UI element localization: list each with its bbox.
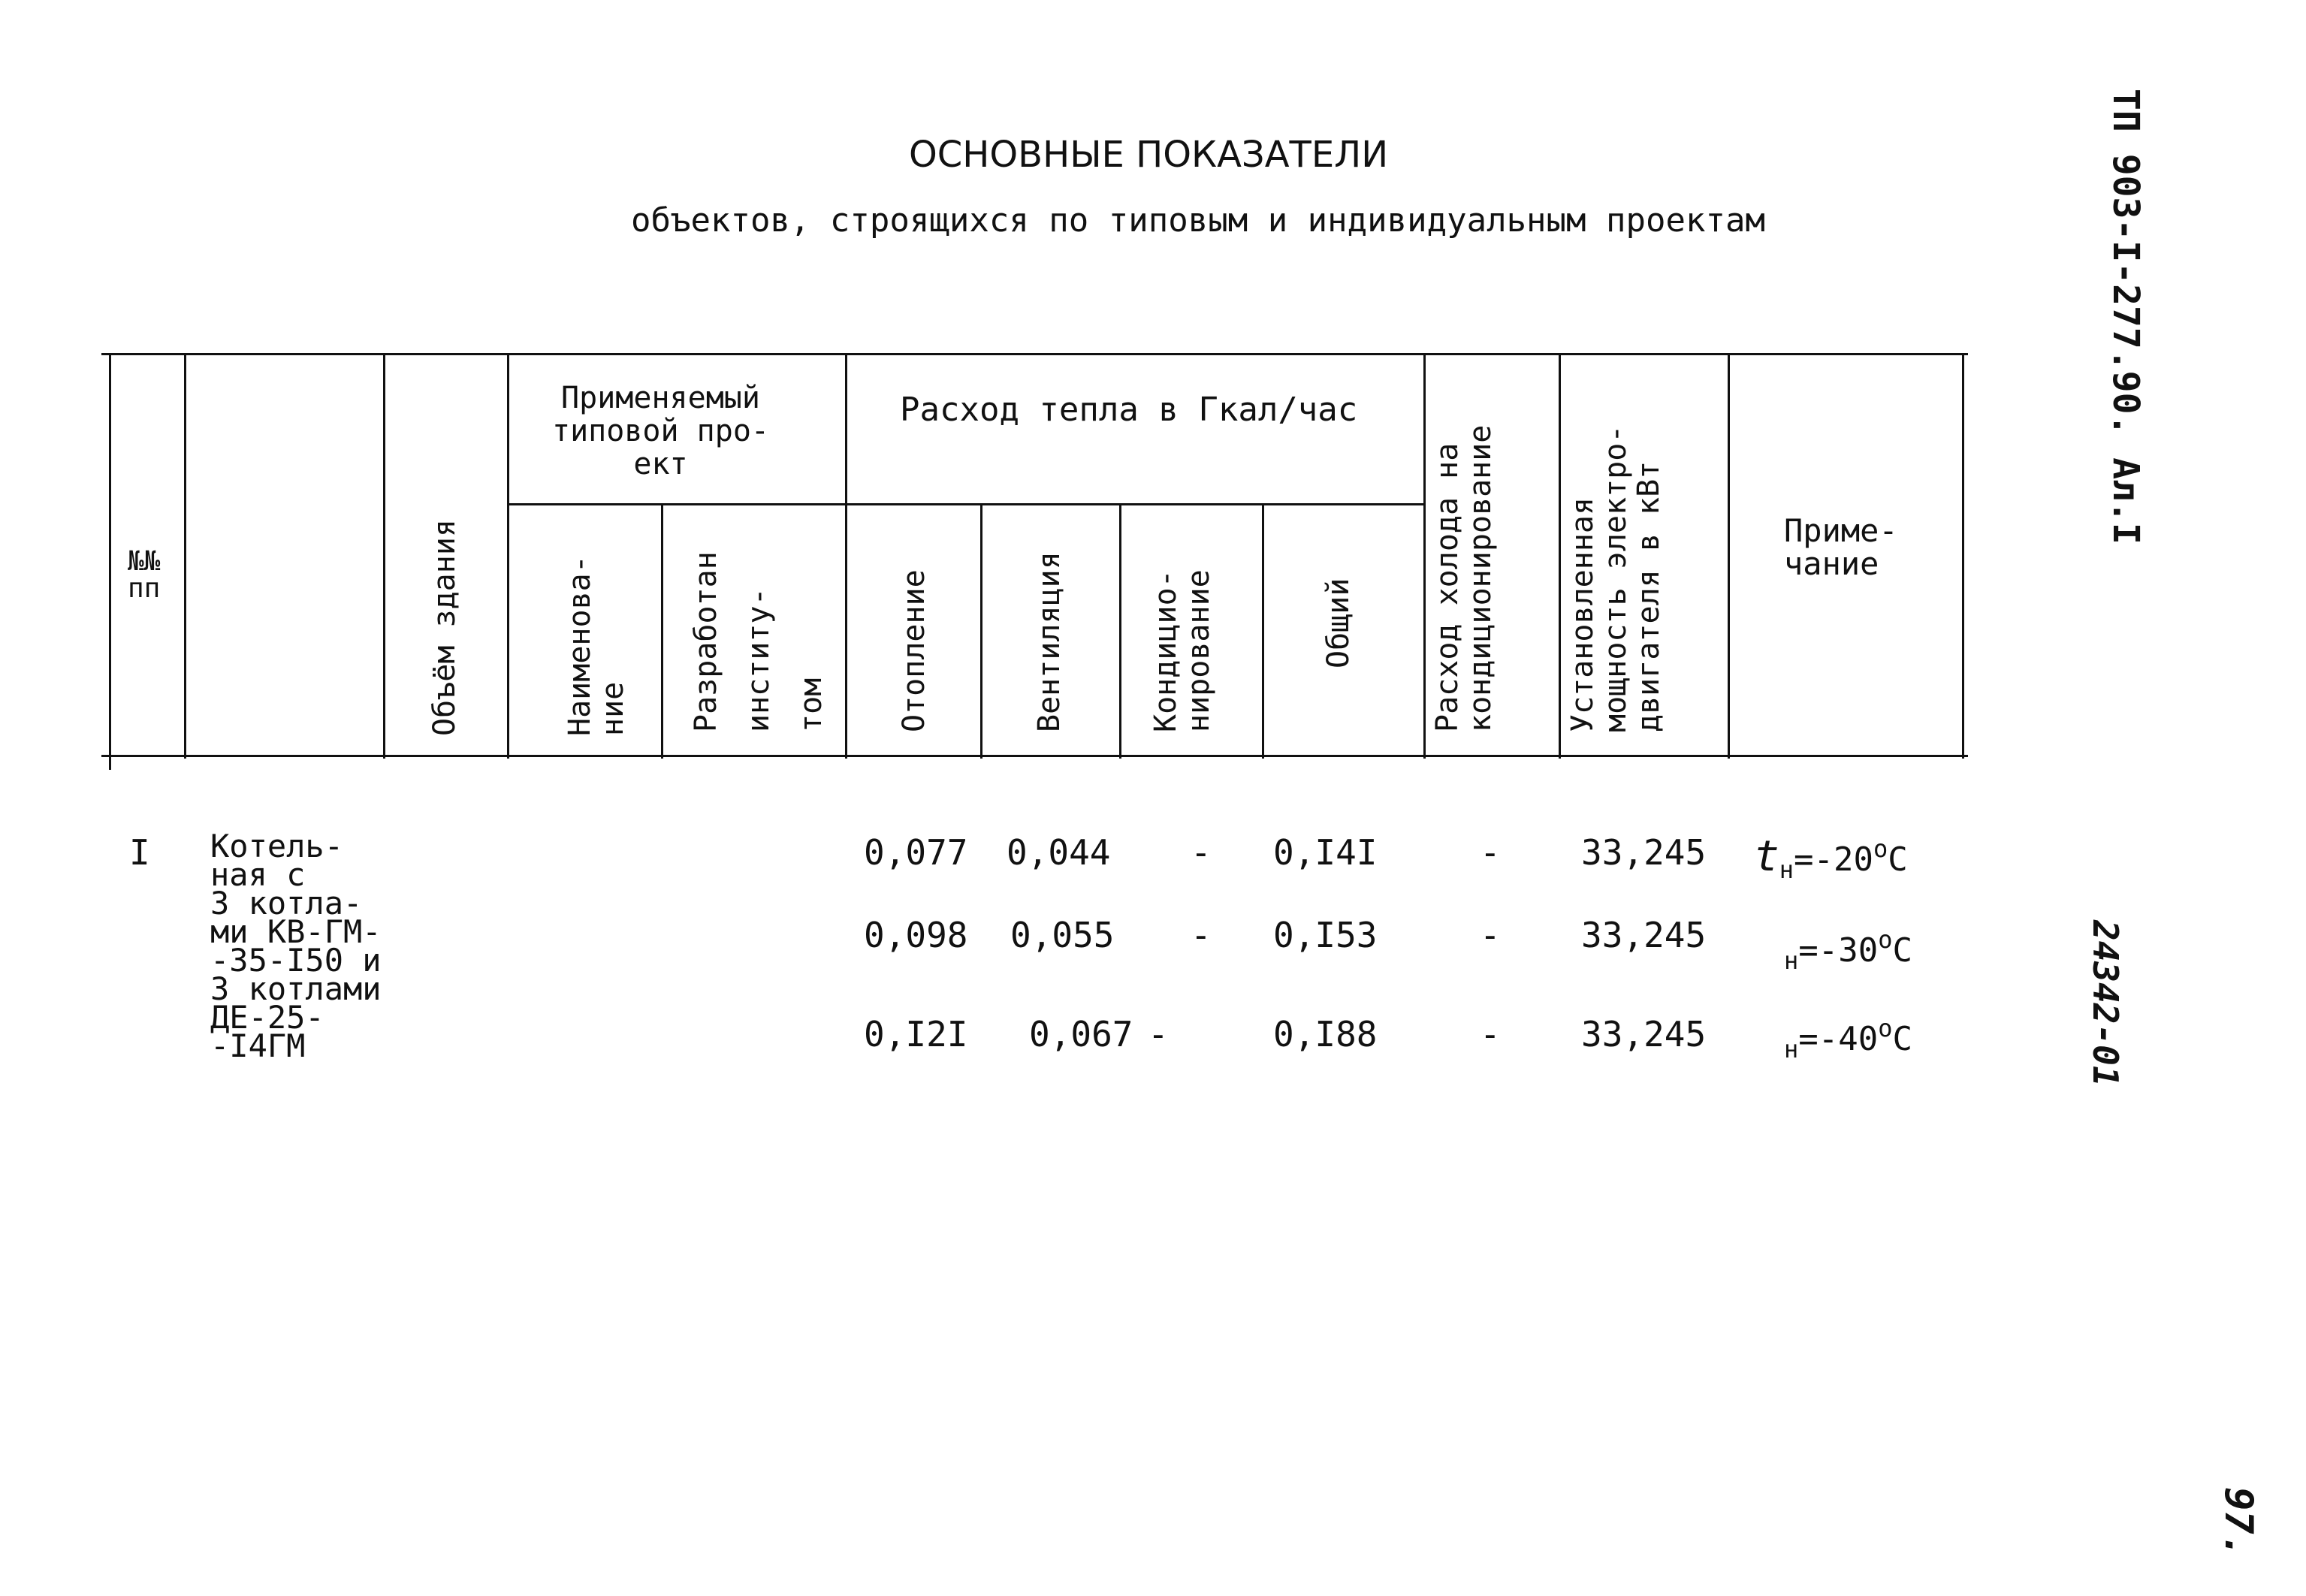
header-power: Установленная мощность электро- двигателя в кВт	[1565, 424, 1666, 732]
degree-sign: о	[1878, 925, 1893, 954]
header-cold: Расход холода на кондиционирование	[1430, 424, 1498, 732]
note-value	[1754, 832, 1908, 884]
header-volume: Объём здания	[427, 519, 462, 736]
note-value	[1784, 1014, 1912, 1063]
conditioning-value: -	[1148, 1014, 1169, 1054]
total-value: 0,I88	[1273, 1014, 1378, 1054]
ventilation-value: 0,055	[1010, 915, 1115, 955]
total-value: 0,I53	[1273, 915, 1378, 955]
page-subtitle: объектов, строящихся по типовым и индивидуальным проектам	[631, 201, 1765, 240]
header-heat: Расход тепла в Гкал/час	[900, 391, 1358, 429]
conditioning-value: -	[1191, 832, 1212, 873]
degree-sign: о	[1873, 834, 1888, 863]
total-value: 0,I4I	[1273, 832, 1378, 873]
cold-value: -	[1480, 915, 1501, 955]
cold-value: -	[1480, 1014, 1501, 1054]
heating-value: 0,077	[864, 832, 968, 873]
header-total: Общий	[1321, 578, 1356, 668]
conditioning-value: -	[1191, 915, 1212, 955]
header-number: №№ пп	[128, 546, 161, 604]
note-number: =-30	[1798, 931, 1879, 970]
note-unit: C	[1892, 931, 1912, 970]
power-value: 33,245	[1581, 832, 1707, 873]
page-title: ОСНОВНЫЕ ПОКАЗАТЕЛИ	[909, 134, 1389, 176]
header-conditioning: Кондицио- нирование	[1148, 569, 1216, 732]
cold-value: -	[1480, 832, 1501, 873]
doc-code: ТП 903-I-277.90. Ал.I	[2105, 89, 2147, 545]
degree-sign: о	[1878, 1014, 1893, 1042]
header-name: Наименова- ние	[563, 555, 630, 736]
header-heating: Отопление	[897, 569, 931, 732]
doc-number: 24342-01	[2085, 920, 2126, 1087]
temperature-symbol: t	[1754, 832, 1779, 881]
header-ventilation: Вентиляция	[1032, 551, 1067, 732]
page-number: 97.	[2216, 1487, 2261, 1558]
note-number: =-20	[1793, 840, 1873, 879]
note-unit: C	[1888, 840, 1908, 879]
note-subscript: н	[1784, 946, 1799, 975]
header-note: Приме- чание	[1784, 512, 1898, 582]
ventilation-value: 0,044	[1007, 832, 1111, 873]
object-description: Котель- ная с 3 котла- ми КВ-ГМ- -35-I50 и 3 котлами ДЕ-25- -I4ГМ	[210, 828, 382, 1064]
note-subscript: н	[1784, 1035, 1799, 1063]
header-project: Применяемый типовой про- ект	[552, 381, 769, 481]
note-subscript: н	[1779, 855, 1794, 884]
heating-value: 0,I2I	[864, 1014, 968, 1054]
power-value: 33,245	[1581, 915, 1707, 955]
note-value	[1784, 925, 1912, 975]
note-number: =-40	[1798, 1020, 1879, 1058]
note-unit: C	[1892, 1020, 1912, 1058]
power-value: 33,245	[1581, 1014, 1707, 1054]
heating-value: 0,098	[864, 915, 968, 955]
row-number: I	[129, 832, 150, 873]
header-developer: Разработан институ- том	[689, 551, 829, 732]
ventilation-value: 0,067	[1029, 1014, 1133, 1054]
